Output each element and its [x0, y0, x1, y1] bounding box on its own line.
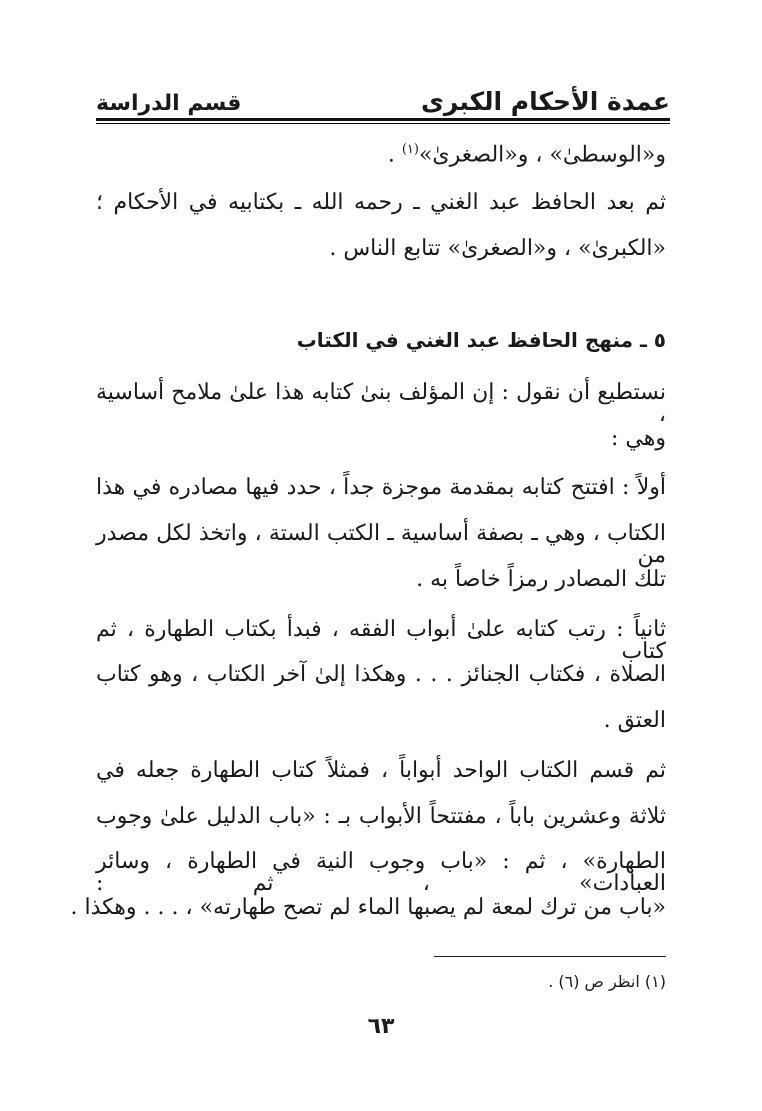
body-line-15: «باب من ترك لمعة لم يصبها الماء لم تصح طهارته» ، . . . وهكذا .	[70, 895, 666, 920]
footnote-marker: (١)	[401, 142, 419, 157]
running-header	[96, 80, 670, 116]
body-line-7: الكتاب ، وهي ـ بصفة أساسية ـ الكتب الستة ، واتخذ لكل مصدر من	[96, 521, 666, 568]
body-line-10: الصلاة ، فكتاب الجنائز . . . وهكذا إلىٰ آخر الكتاب ، وهو كتاب	[96, 662, 666, 687]
body-line-2: ثم بعد الحافظ عبد الغني ـ رحمه الله ـ بكتابيه في الأحكام ؛	[96, 190, 666, 215]
body-line-12: ثم قسم الكتاب الواحد أبواباً ، فمثلاً كتاب الطهارة جعله في	[96, 758, 666, 783]
body-line-9: ثانياً : رتب كتابه علىٰ أبواب الفقه ، فبدأ بكتاب الطهارة ، ثم كتاب	[96, 617, 666, 664]
body-line-11: العتق .	[603, 708, 666, 733]
body-line-8: تلك المصادر رمزاً خاصاً به .	[416, 567, 666, 592]
body-line-1: و«الوسطىٰ» ، و«الصغرىٰ»$^{(١)}$ .	[387, 142, 666, 168]
body-line-14: الطهارة» ، ثم : «باب وجوب النية في الطهارة ، وسائر العبادات» ، ثم :	[96, 849, 666, 896]
page-number: ٦٣	[367, 1014, 395, 1039]
section-heading: ٥ ـ منهج الحافظ عبد الغني في الكتاب	[296, 328, 666, 352]
footnote-rule	[434, 956, 666, 957]
header-rule	[96, 118, 670, 124]
book-title: عمدة الأحكام الكبرى	[420, 87, 670, 116]
body-line-4: نستطيع أن نقول : إن المؤلف بنىٰ كتابه هذا علىٰ ملامح أساسية ،	[96, 380, 666, 427]
body-line-5: وهي :	[611, 426, 666, 451]
body-line-13: ثلاثة وعشرين باباً ، مفتتحاً الأبواب بـ : «باب الدليل علىٰ وجوب	[96, 804, 666, 829]
body-line-6: أولاً : افتتح كتابه بمقدمة موجزة جداً ، حدد فيها مصادره في هذا	[96, 475, 666, 500]
section-title: قسم الدراسة	[96, 91, 242, 116]
footnote: (١) انظر ص (٦) .	[548, 972, 666, 991]
body-line-3: «الكبرىٰ» ، و«الصغرىٰ» تتابع الناس .	[329, 236, 666, 261]
